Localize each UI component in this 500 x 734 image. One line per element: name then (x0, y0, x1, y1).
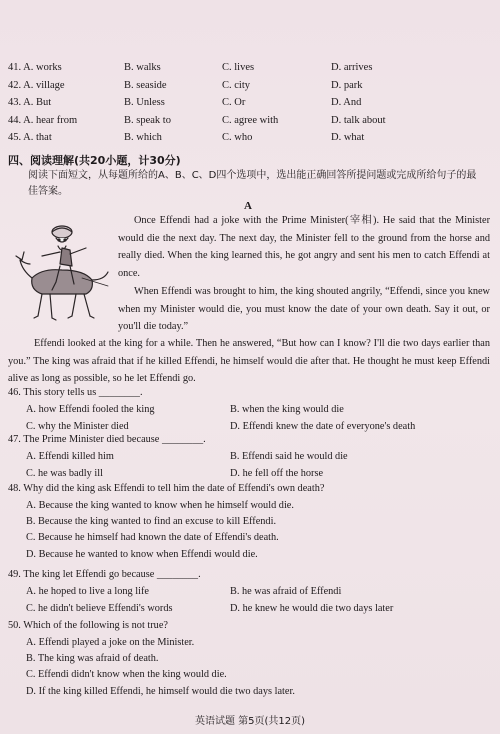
choice-d: D. he fell off the horse (230, 468, 324, 479)
options-row (8, 132, 488, 150)
choice-b: B. when the king would die (230, 404, 344, 415)
option-a: 44. A. hear from (8, 114, 78, 126)
option-b: B. speak to (124, 114, 171, 126)
choice-d: D. Because he wanted to know when Effendi would die. (26, 548, 258, 560)
option-a: 45. A. that (8, 132, 52, 144)
question-stem: 49. The king let Effendi go because ________. (8, 569, 201, 580)
option-a: 43. A. But (8, 97, 52, 109)
passage-label: A (244, 200, 252, 212)
choice-a: A. he hoped to live a long life (26, 586, 149, 597)
question-stem: 46. This story tells us ________. (8, 387, 143, 398)
choice-c: C. he didn't believe Effendi's words (26, 603, 173, 614)
section-instructions: 阅读下面短文，从每题所给的A、B、C、D四个选项中，选出能正确回答所提问题或完成所给句子的最佳答案。 (28, 170, 477, 197)
choice-a: A. Because the king wanted to know when he himself would die. (26, 500, 294, 511)
passage-paragraph: Effendi looked at the king for a while. Then he answered, “But how can I know? I'll die two days earlier than you.” The king was afraid that if he killed Effendi, he himself would die after that. He thought he must keep Effendi alive as long as possible, so he let Effendi go. (8, 338, 490, 384)
choice-c: C. why the Minister died (26, 421, 129, 432)
choice-b: B. Because the king wanted to find an excuse to kill Effendi. (26, 516, 277, 528)
choice-c: C. Because he himself had known the date of Effendi's death. (26, 532, 279, 544)
options-row (8, 97, 488, 115)
choice-a: A. how Effendi fooled the king (26, 404, 155, 415)
option-d: D. park (331, 79, 363, 91)
option-a: 41. A. works (8, 62, 62, 73)
options-row (8, 62, 488, 80)
options-row (8, 80, 488, 98)
page-footer: 英语试题 第5页(共12页) (194, 716, 306, 727)
option-c: C. Or (222, 97, 246, 109)
option-d: D. And (331, 97, 362, 109)
question-stem: 48. Why did the king ask Effendi to tell him the date of Effendi's own death? (8, 483, 325, 494)
option-b: B. which (124, 132, 162, 144)
option-b: B. Unless (124, 97, 165, 109)
option-c: C. city (222, 79, 250, 91)
question-49 (8, 569, 490, 620)
option-c: C. who (222, 132, 253, 144)
option-d: D. what (331, 132, 365, 144)
option-c: C. lives (222, 62, 255, 73)
options-row (8, 115, 488, 133)
section-title: 四、阅读理解(共20小题，计30分) (8, 154, 181, 167)
passage-paragraph: Once Effendi had a joke with the Prime Minister(宰相). He said that the Minister would die the next day. The next day, the Minister fell to the ground from the horse and really died. When the king learned this, he got angry and sent his men to catch Effendi at once. (118, 215, 490, 279)
option-d: D. talk about (331, 114, 386, 126)
choice-a: A. Effendi played a joke on the Minister. (26, 637, 195, 648)
question-46 (8, 387, 490, 438)
choice-b: B. Effendi said he would die (230, 451, 348, 462)
option-d: D. arrives (331, 62, 373, 73)
option-b: B. walks (124, 62, 161, 73)
choice-a: A. Effendi killed him (26, 451, 114, 462)
choice-d: D. Effendi knew the date of everyone's death (230, 421, 416, 432)
choice-c: C. he was badly ill (26, 468, 103, 479)
cloze-options-table (8, 62, 488, 150)
question-50 (8, 620, 490, 702)
question-48 (8, 483, 490, 565)
choice-d: D. If the king killed Effendi, he himself would die two days later. (26, 685, 295, 697)
choice-c: C. Effendi didn't know when the king would die. (26, 669, 227, 681)
question-47 (8, 434, 490, 485)
option-b: B. seaside (124, 79, 167, 91)
choice-d: D. he knew he would die two days later (230, 603, 394, 614)
choice-b: B. he was afraid of Effendi (230, 586, 342, 597)
question-stem: 50. Which of the following is not true? (8, 620, 168, 631)
choice-b: B. The king was afraid of death. (26, 653, 159, 665)
effendi-on-donkey-illustration (12, 220, 112, 324)
passage-paragraph: When Effendi was brought to him, the king shouted angrily, “Effendi, since you knew when my Minister would die, you must know the date of your own death. Say it out, or you'll die today.” (118, 286, 490, 332)
option-a: 42. A. village (8, 79, 65, 91)
option-c: C. agree with (222, 114, 279, 126)
question-stem: 47. The Prime Minister died because ________. (8, 434, 206, 445)
